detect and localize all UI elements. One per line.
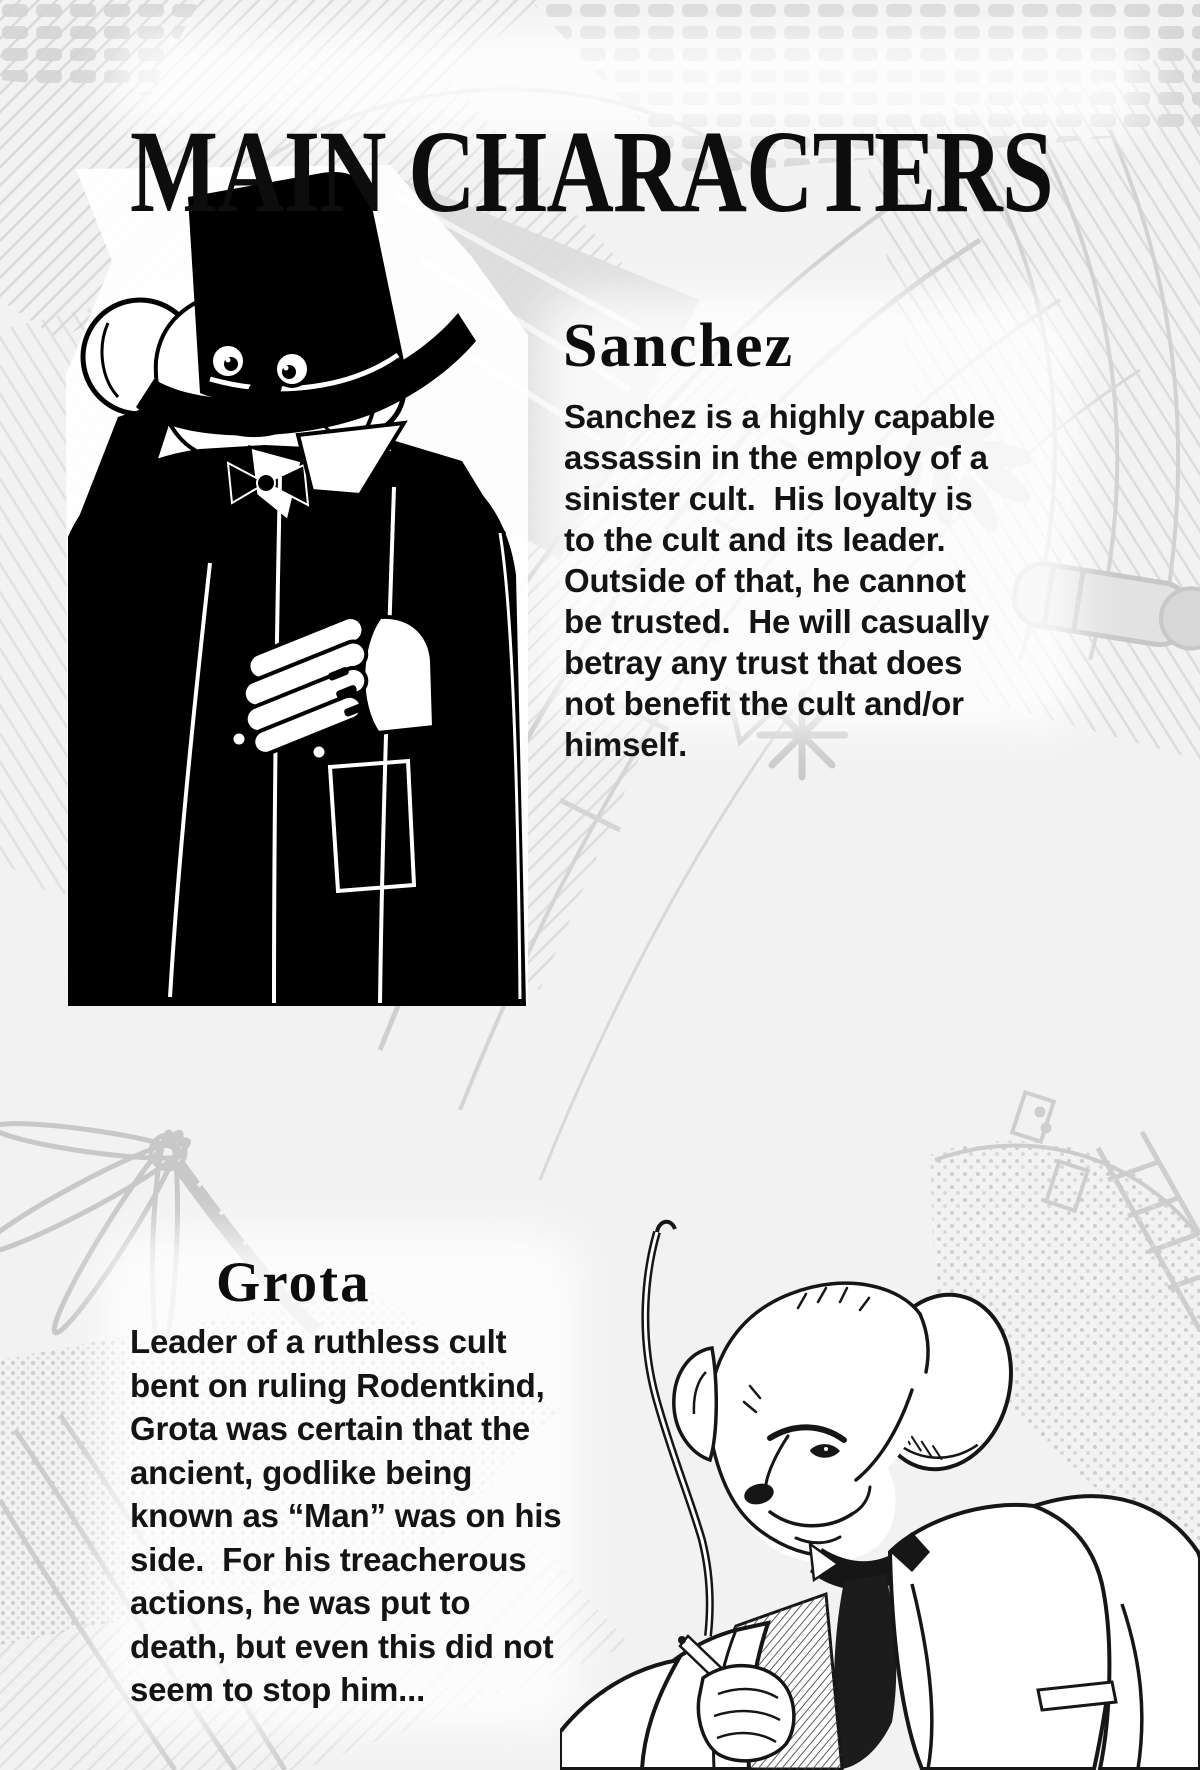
grota-description <box>130 1320 561 1712</box>
text-line: actions, he was put to <box>130 1584 471 1621</box>
text-line: death, but even this did not <box>130 1627 554 1665</box>
text-line: ancient, godlike being <box>130 1453 473 1491</box>
sanchez-description <box>564 396 995 765</box>
grota-tie <box>834 1574 896 1769</box>
text-line: assassin in the employ of a <box>564 439 988 476</box>
text-line: Leader of a ruthless cult <box>130 1323 507 1360</box>
text-line: bent on ruling Rodentkind, <box>130 1366 545 1404</box>
sanchez-name-heading: Sanchez <box>563 312 794 380</box>
text-line: known as “Man” was on his <box>130 1497 562 1534</box>
text-line: to the cult and its leader. <box>564 521 946 558</box>
text-line: be trusted. He will casually <box>564 603 990 640</box>
text-line: Grota was certain that the <box>130 1410 531 1447</box>
text-line: sinister cult. His loyalty is <box>564 480 973 517</box>
sanchez-bow-tie <box>257 474 275 492</box>
text-line: Outside of that, he cannot <box>564 562 966 599</box>
text-line: betray any trust that does <box>564 644 963 681</box>
page-title: MAIN CHARACTERS <box>130 106 1053 238</box>
text-line: seem to stop him... <box>130 1671 426 1708</box>
text-line: side. For his treacherous <box>130 1540 527 1578</box>
sanchez-illustration <box>60 165 560 1010</box>
text-line: himself. <box>564 726 688 763</box>
grota-name-heading: Grota <box>216 1251 371 1314</box>
text-line: not benefit the cult and/or <box>564 685 964 722</box>
grota-illustration <box>560 1080 1200 1770</box>
text-line: Sanchez is a highly capable <box>564 398 996 435</box>
